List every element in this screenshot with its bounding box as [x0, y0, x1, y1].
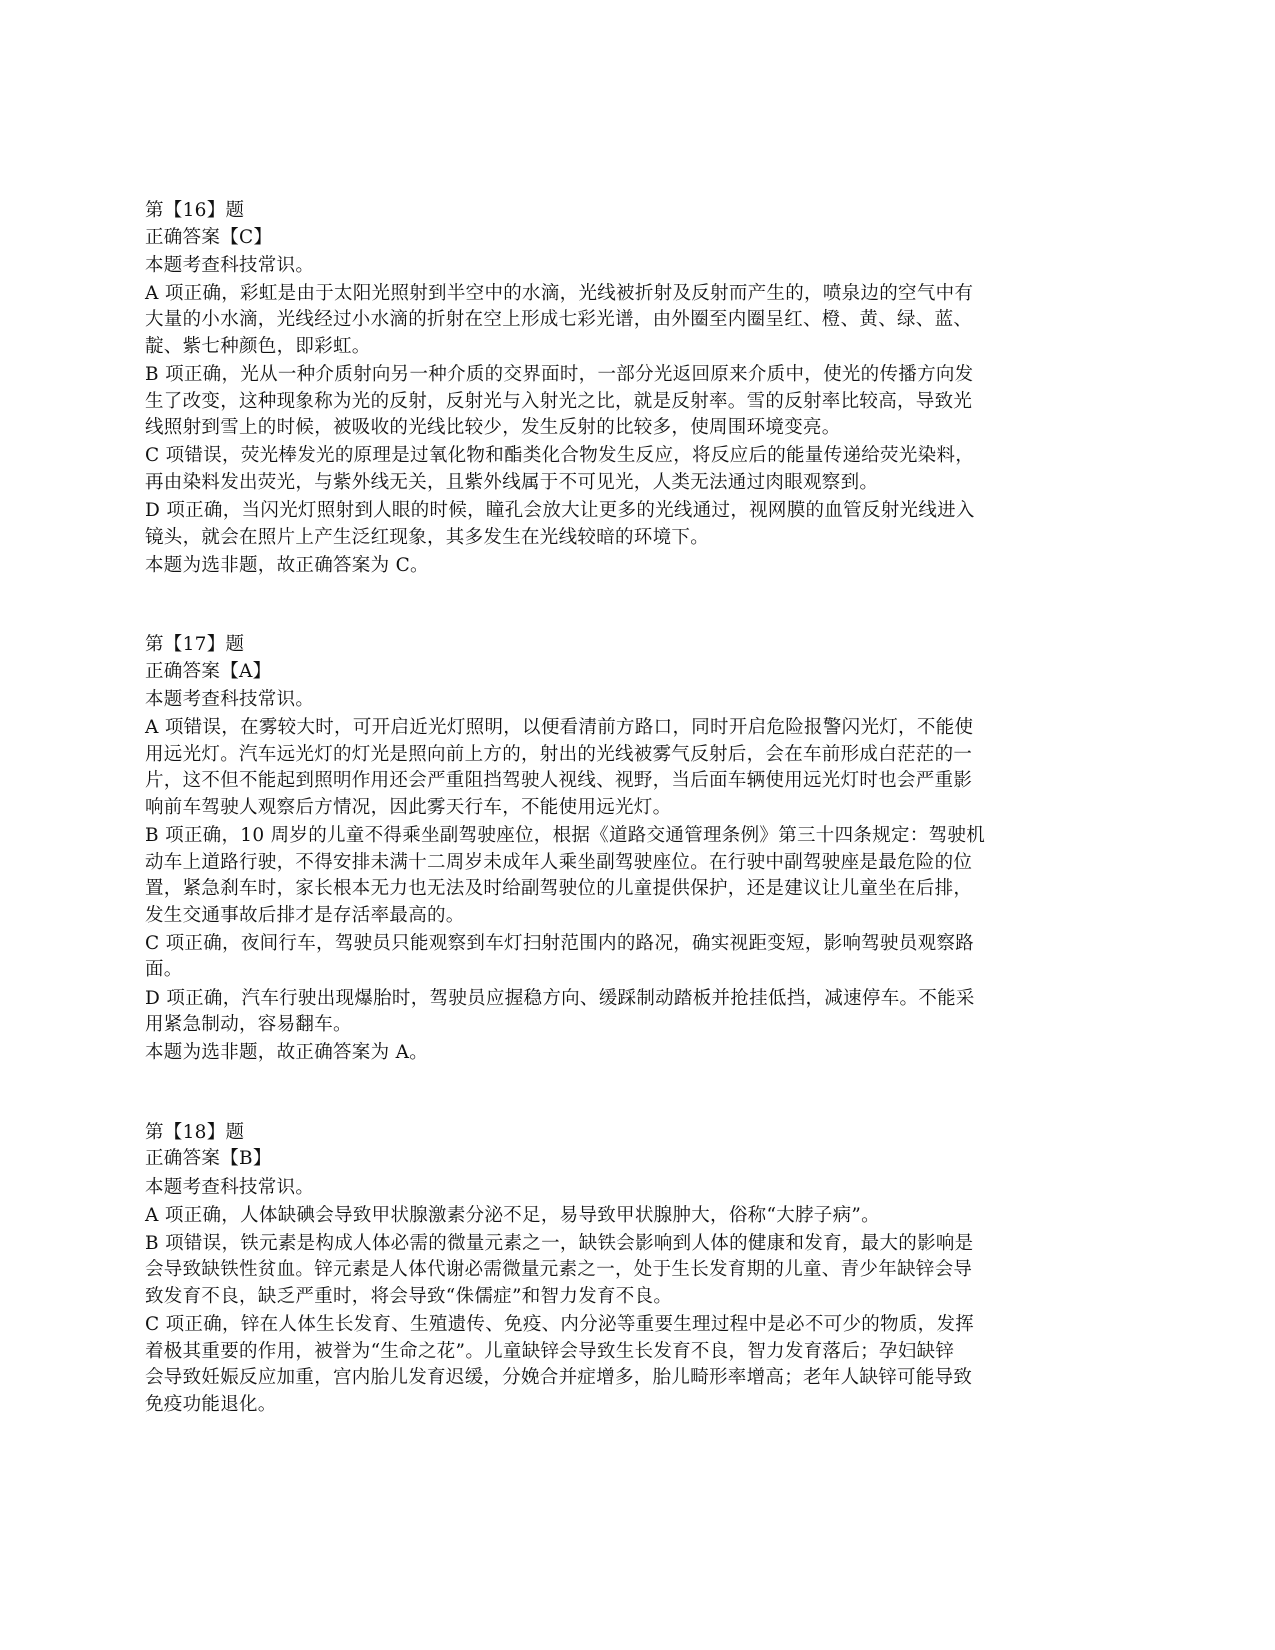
text-line: 靛、紫七种颜色，即彩虹。 [145, 335, 371, 357]
paragraph [145, 823, 1075, 929]
question-17-section [145, 632, 1075, 1067]
paragraph [145, 1203, 1075, 1230]
text-line: 大量的小水滴，光线经过小水滴的折射在空上形成七彩光谱，由外圈至内圈呈红、橙、黄、绿、蓝、 [145, 309, 973, 331]
question-title: 第【17】题 [145, 634, 245, 656]
text-line: 镜头，就会在照片上产生泛红现象，其多发生在光线较暗的环境下。 [145, 526, 710, 548]
paragraph [145, 281, 1075, 361]
paragraph [145, 498, 1075, 551]
explanation [145, 687, 1075, 1067]
text-line: 置，紧急刹车时，家长根本无力也无法及时给副驾驶位的儿童提供保护，还是建议让儿童坐在后排， [145, 878, 973, 900]
text-line: 再由染料发出荧光，与紫外线无关，且紫外线属于不可见光，人类无法通过肉眼观察到。 [145, 471, 879, 493]
paragraph [145, 715, 1075, 821]
text-line: 线照射到雪上的时候，被吸收的光线比较少，发生反射的比较多，使周围环境变亮。 [145, 417, 841, 439]
paragraph [145, 931, 1075, 984]
paragraph [145, 553, 1075, 580]
question-18-section [145, 1120, 1075, 1419]
text-line: B 项错误，铁元素是构成人体必需的微量元素之一，缺铁会影响到人体的健康和发育，最大的影响是 [145, 1232, 974, 1254]
explanation [145, 253, 1075, 580]
text-line: C 项错误，荧光棒发光的原理是过氧化物和酯类化合物发生反应，将反应后的能量传递给荧光染料， [145, 445, 975, 467]
text-line: A 项正确，人体缺碘会导致甲状腺激素分泌不足，易导致甲状腺肿大，俗称“大脖子病”。 [145, 1204, 880, 1226]
text-line: 会导致缺铁性贫血。锌元素是人体代谢必需微量元素之一，处于生长发育期的儿童、青少年缺锌会导 [145, 1259, 973, 1281]
text-line: D 项正确，汽车行驶出现爆胎时，驾驶员应握稳方向、缓踩制动踏板并抢挂低挡，减速停车。不能采 [145, 987, 975, 1009]
text-line: 免疫功能退化。 [145, 1393, 277, 1415]
text-line: 会导致妊娠反应加重，宫内胎儿发育迟缓，分娩合并症增多，胎儿畸形率增高；老年人缺锌可能导致 [145, 1367, 973, 1389]
text-line: 本题为选非题，故正确答案为 C。 [145, 554, 429, 576]
question-16-section [145, 198, 1075, 579]
text-line: 致发育不良，缺乏严重时，将会导致“侏儒症”和智力发育不良。 [145, 1285, 673, 1307]
text-line: 用紧急制动，容易翻车。 [145, 1014, 352, 1036]
text-line: B 项正确，10 周岁的儿童不得乘坐副驾驶座位，根据《道路交通管理条例》第三十四条规定：驾驶机 [145, 824, 985, 846]
question-title: 第【16】题 [145, 200, 245, 221]
paragraph [145, 687, 1075, 714]
text-line: 发生交通事故后排才是存活率最高的。 [145, 904, 465, 926]
answer-document [145, 198, 1075, 1471]
text-line: 本题考查科技常识。 [145, 1176, 315, 1198]
text-line: D 项正确，当闪光灯照射到人眼的时候，瞳孔会放大让更多的光线通过，视网膜的血管反射光线进入 [145, 500, 975, 522]
text-line: B 项正确，光从一种介质射向另一种介质的交界面时，一部分光返回原来介质中，使光的传播方向发 [145, 364, 974, 386]
text-line: 生了改变，这种现象称为光的反射，反射光与入射光之比，就是反射率。雪的反射率比较高，导致光 [145, 390, 973, 412]
paragraph [145, 1312, 1075, 1418]
explanation [145, 1175, 1075, 1419]
paragraph [145, 1040, 1075, 1067]
text-line: 片，这不但不能起到照明作用还会严重阻挡驾驶人视线、视野，当后面车辆使用远光灯时也会严重影 [145, 770, 973, 792]
text-line: C 项正确，锌在人体生长发育、生殖遗传、免疫、内分泌等重要生理过程中是必不可少的物质，发挥 [145, 1313, 975, 1335]
text-line: 本题考查科技常识。 [145, 254, 315, 276]
text-line: 动车上道路行驶，不得安排未满十二周岁未成年人乘坐副驾驶座位。在行驶中副驾驶座是最危险的位 [145, 851, 973, 873]
text-line: 用远光灯。汽车远光灯的灯光是照向前上方的，射出的光线被雾气反射后，会在车前形成白茫茫的一 [145, 743, 973, 765]
paragraph [145, 1175, 1075, 1202]
paragraph [145, 253, 1075, 280]
paragraph [145, 1231, 1075, 1311]
text-line: 本题考查科技常识。 [145, 689, 315, 710]
paragraph [145, 362, 1075, 442]
paragraph [145, 986, 1075, 1039]
text-line: A 项错误，在雾较大时，可开启近光灯照明，以便看清前方路口，同时开启危险报警闪光灯，不能使 [145, 717, 974, 739]
text-line: 着极其重要的作用，被誉为“生命之花”。儿童缺锌会导致生长发育不良，智力发育落后；孕妇缺锌 [145, 1340, 955, 1362]
text-line: 本题为选非题，故正确答案为 A。 [145, 1042, 429, 1064]
text-line: A 项正确，彩虹是由于太阳光照射到半空中的水滴，光线被折射及反射而产生的，喷泉边的空气中有 [145, 282, 974, 304]
text-line: C 项正确，夜间行车，驾驶员只能观察到车灯扫射范围内的路况，确实视距变短，影响驾驶员观察路 [145, 932, 975, 954]
question-title: 第【18】题 [145, 1121, 245, 1143]
correct-answer: 正确答案【A】 [145, 660, 272, 682]
text-line: 响前车驾驶人观察后方情况，因此雾天行车，不能使用远光灯。 [145, 796, 672, 818]
correct-answer: 正确答案【C】 [145, 226, 273, 248]
correct-answer: 正确答案【B】 [145, 1148, 272, 1170]
paragraph [145, 443, 1075, 496]
text-line: 面。 [145, 959, 183, 981]
